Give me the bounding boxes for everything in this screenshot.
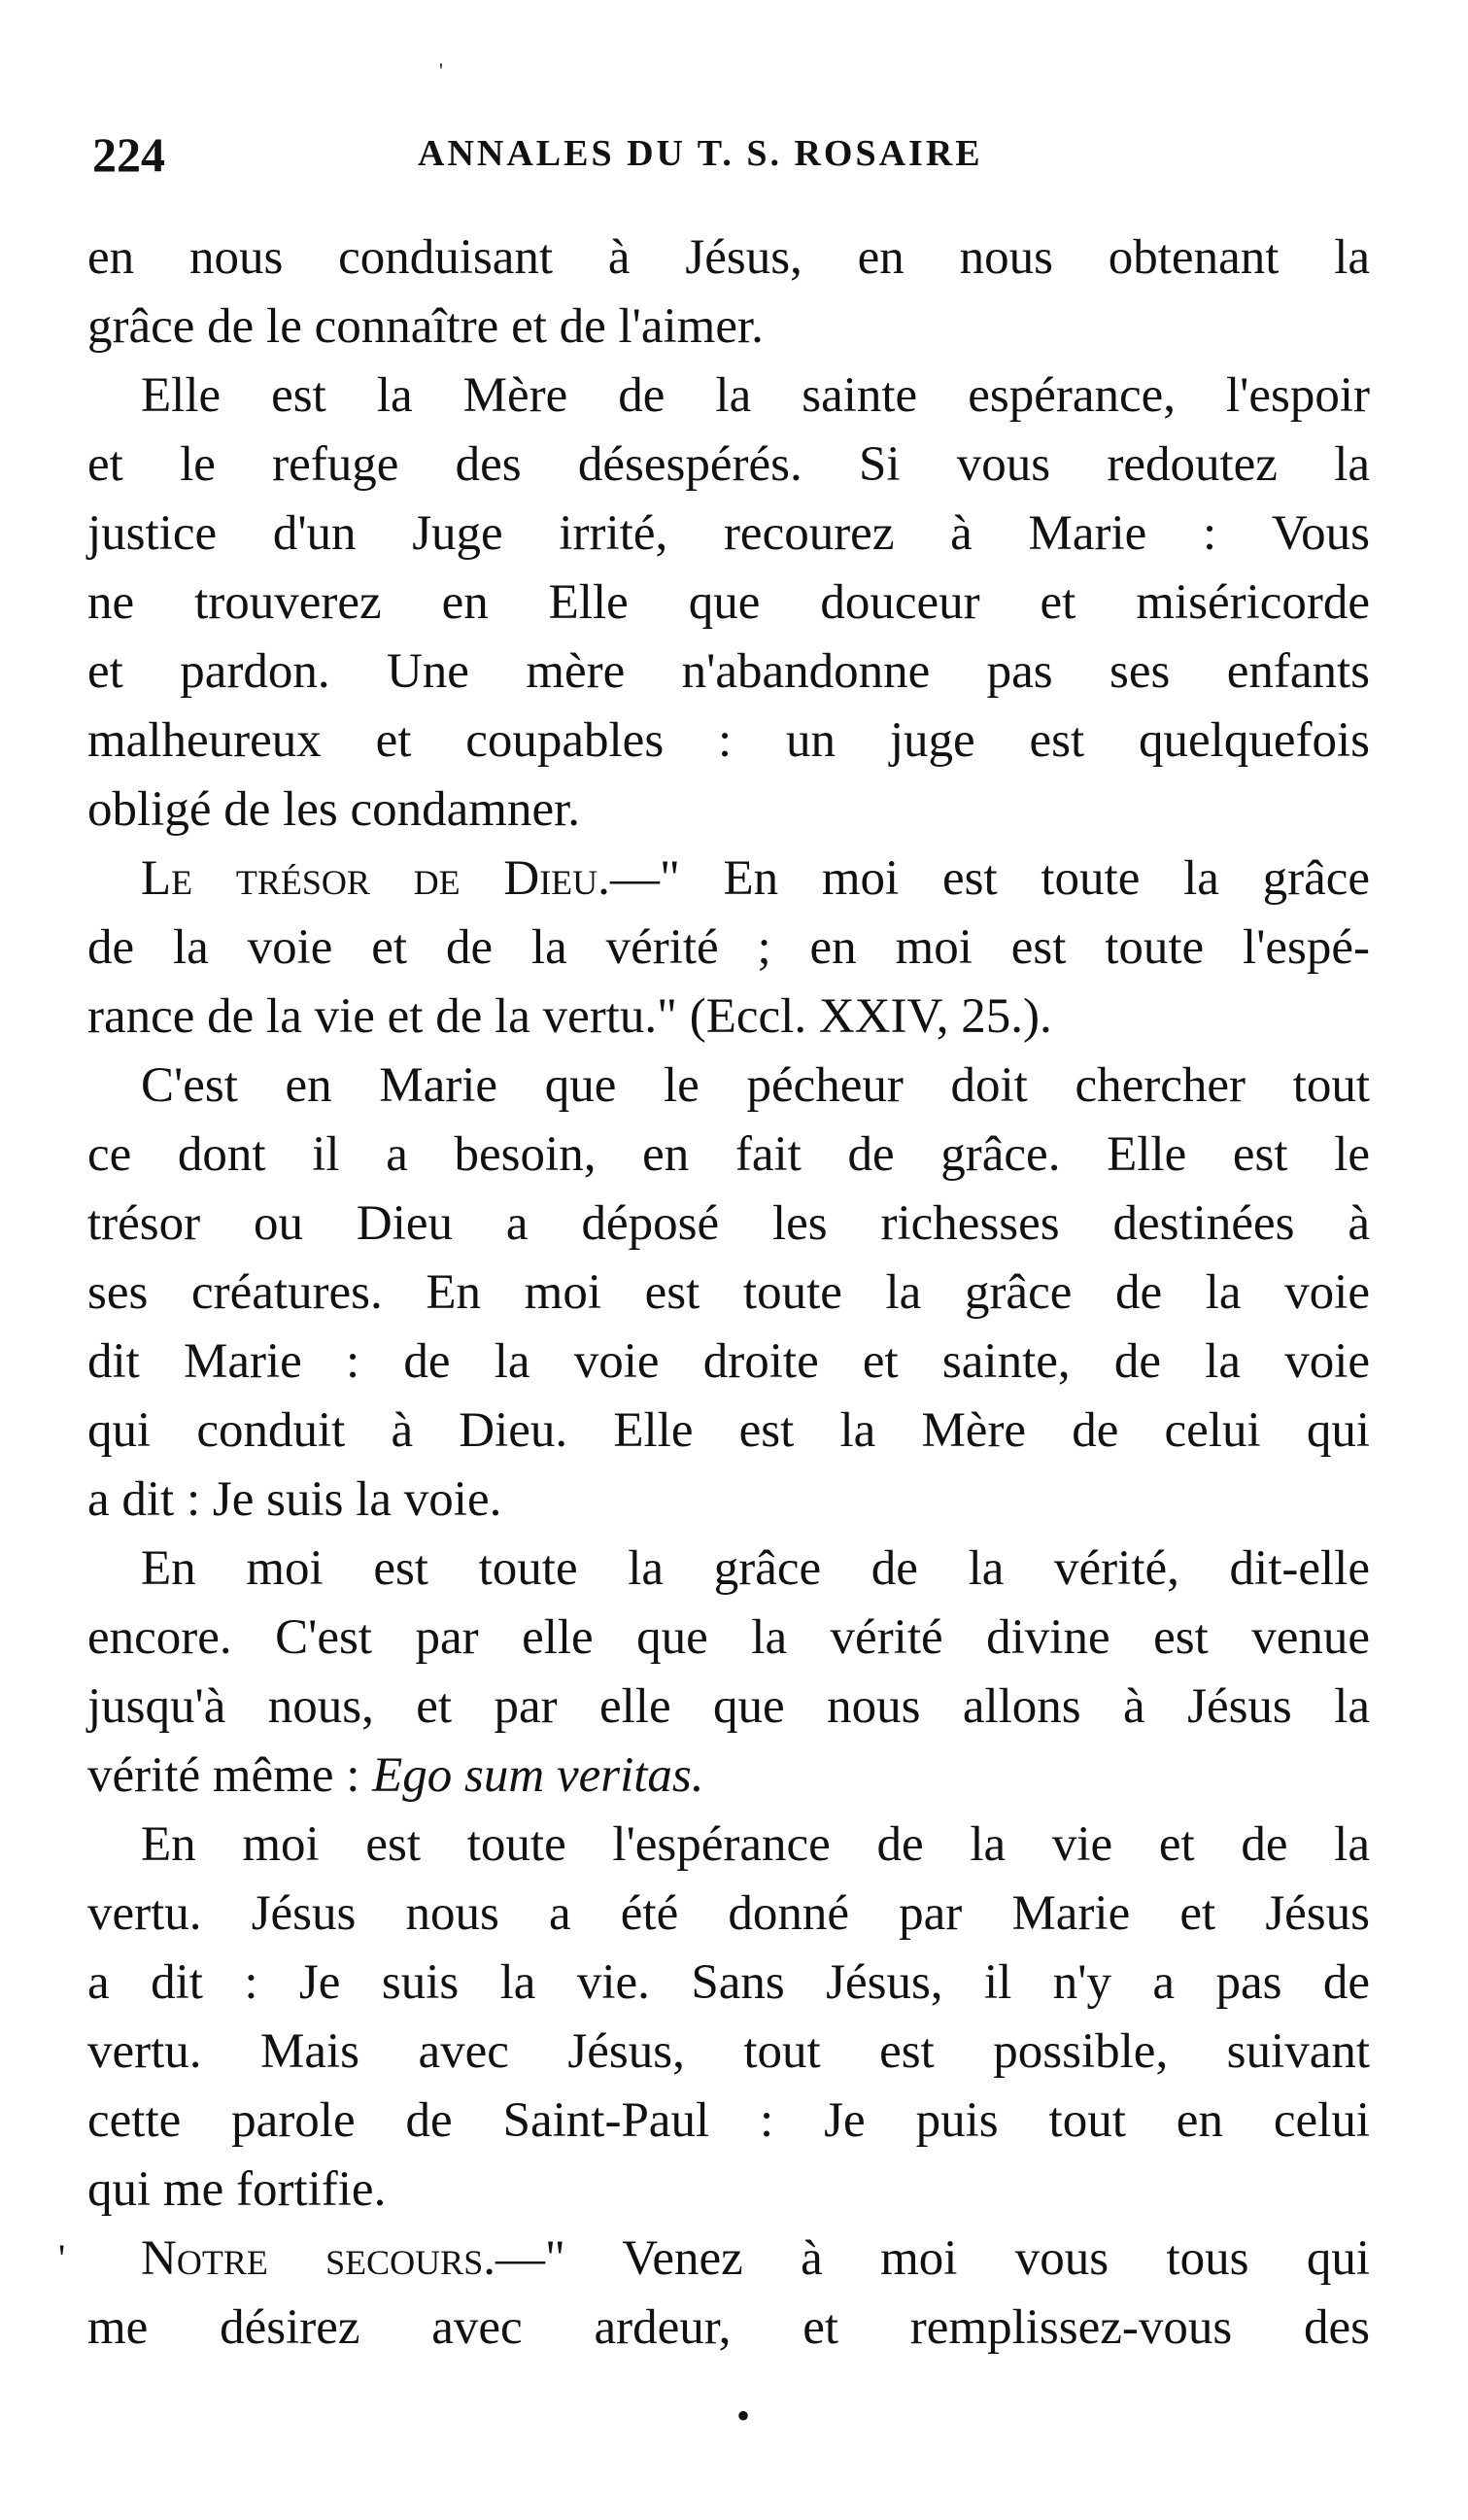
text-line: qui me fortifie. <box>87 2162 387 2217</box>
text-line: En moi est toute l'espérance de la vie et de la <box>141 1817 1370 1872</box>
verite-line <box>87 1742 1370 1811</box>
text-line: trésor ou Dieu a déposé les richesses destinées à <box>87 1196 1370 1251</box>
page-number: 224 <box>92 127 165 182</box>
section-line-secours <box>87 2225 1370 2294</box>
text-line: a dit : Je suis la vie. Sans Jésus, il n'y a pas de <box>87 1955 1370 2010</box>
latin-quote: Ego sum veritas. <box>372 1748 704 1803</box>
section-heading-tresor: Le trésor de Dieu. <box>141 851 610 906</box>
page-header <box>92 126 1375 194</box>
text-line: vertu. Mais avec Jésus, tout est possible, suivant <box>87 2024 1370 2079</box>
body-text <box>87 224 1370 2363</box>
ink-speck: ' <box>439 58 443 83</box>
running-head: ANNALES DU T. S. ROSAIRE <box>418 133 983 174</box>
text-line: de la voie et de la vérité ; en moi est toute l'espé- <box>87 920 1370 975</box>
text-line: jusqu'à nous, et par elle que nous allons à Jésus la <box>87 1679 1370 1734</box>
text-line: a dit : Je suis la voie. <box>87 1472 502 1527</box>
text-line: cette parole de Saint-Paul : Je puis tout en celui <box>87 2093 1370 2148</box>
section-heading-secours: Notre secours. <box>141 2231 495 2286</box>
section-text-secours: —" Venez à moi vous tous qui <box>495 2231 1370 2286</box>
text-line: rance de la vie et de la vertu." (Eccl. XXIV, 25.). <box>87 989 1052 1044</box>
signature-mark: • <box>736 2394 751 2437</box>
text-line: dit Marie : de la voie droite et sainte, de la voie <box>87 1334 1370 1389</box>
text-line: malheureux et coupables : un juge est quelquefois <box>87 713 1370 768</box>
text-line: et pardon. Une mère n'abandonne pas ses enfants <box>87 644 1370 699</box>
text-line: En moi est toute la grâce de la vérité, dit-elle <box>141 1541 1370 1596</box>
text-line: justice d'un Juge irrité, recourez à Marie : Vous <box>87 506 1370 561</box>
text-line: ne trouverez en Elle que douceur et miséricorde <box>87 575 1370 630</box>
margin-mark: ' <box>58 2236 66 2280</box>
text-line: grâce de le connaître et de l'aimer. <box>87 299 764 354</box>
text-line: ses créatures. En moi est toute la grâce de la voie <box>87 1265 1370 1320</box>
section-line-tresor <box>87 845 1370 914</box>
text-line: obligé de les condamner. <box>87 782 581 837</box>
text-line: qui conduit à Dieu. Elle est la Mère de celui qui <box>87 1403 1370 1458</box>
text-line: ce dont il a besoin, en fait de grâce. Elle est le <box>87 1127 1370 1182</box>
section-text-tresor: —" En moi est toute la grâce <box>609 851 1371 906</box>
text-line: en nous conduisant à Jésus, en nous obtenant la <box>87 230 1370 285</box>
text-line: Elle est la Mère de la sainte espérance, l'espoir <box>141 368 1370 423</box>
text-line: me désirez avec ardeur, et remplissez-vous des <box>87 2300 1370 2355</box>
text-line: encore. C'est par elle que la vérité divine est venue <box>87 1610 1370 1665</box>
text-line: C'est en Marie que le pécheur doit chercher tout <box>141 1058 1370 1113</box>
text-line: et le refuge des désespérés. Si vous redoutez la <box>87 437 1370 492</box>
verite-text: vérité même : <box>87 1748 373 1803</box>
text-line: vertu. Jésus nous a été donné par Marie et Jésus <box>87 1886 1370 1941</box>
